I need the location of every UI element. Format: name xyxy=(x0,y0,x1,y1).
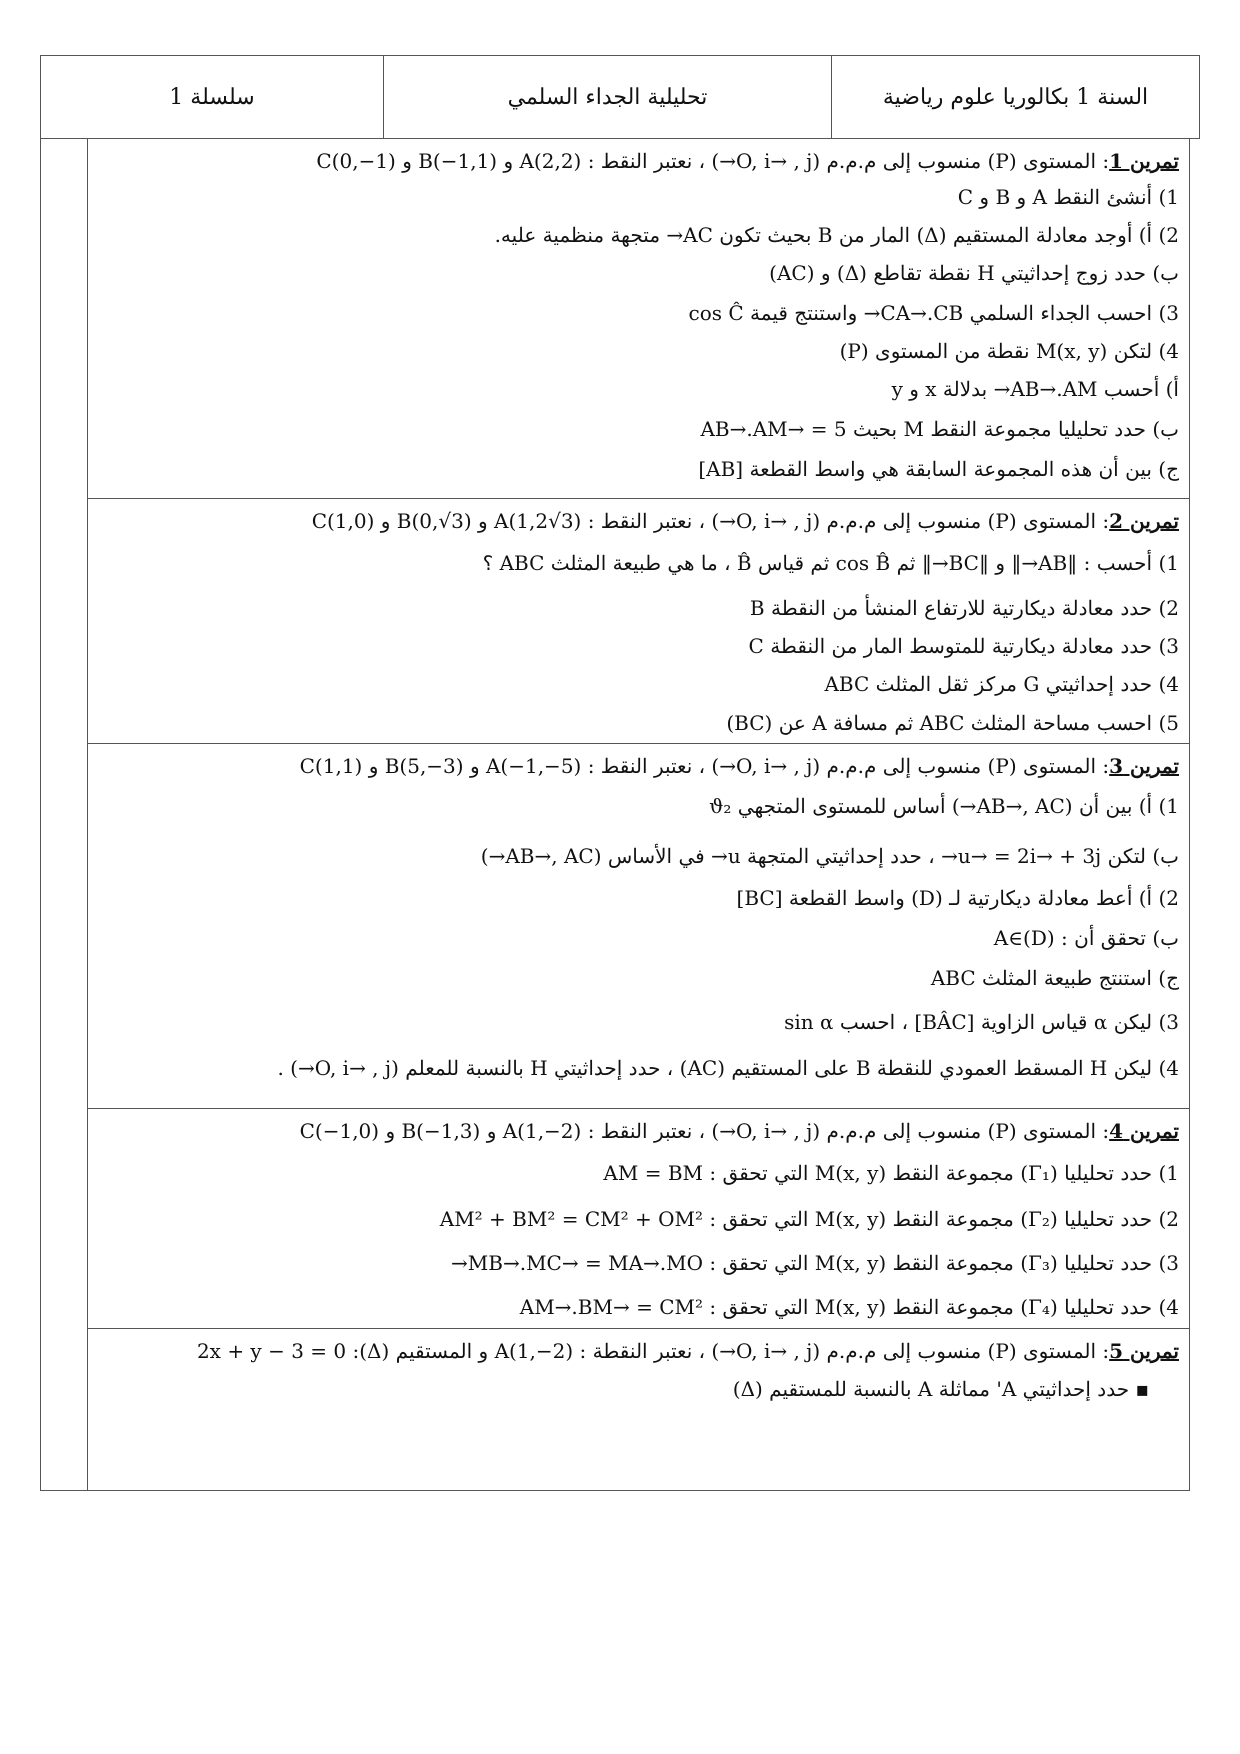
header-series: سلسلة 1 xyxy=(41,56,384,139)
exercise-2-line-1: 2) حدد معادلة ديكارتية للارتفاع المنشأ من النقطة B xyxy=(749,596,1179,620)
exercise-3-intro: : المستوى (P) منسوب إلى م.م.م (O, i→ , j→) ، نعتبر النقط : A(−1,−5) و B(5,−3) و C(1,1) xyxy=(299,754,1110,778)
exercise-3-header xyxy=(98,752,1179,780)
exercise-4-header xyxy=(98,1117,1179,1145)
exercise-4 xyxy=(88,1109,1189,1329)
exercise-1-line-1: 1) أنشئ النقط A و B و C xyxy=(957,185,1179,209)
exercise-4-line-3: 4) حدد تحليليا (Γ₄) مجموعة النقط M(x, y) التي تحقق : AM→.BM→ = CM² xyxy=(519,1295,1179,1319)
exercise-1-line-6: أ) أحسب AB→.AM→ بدلالة x و y xyxy=(891,377,1179,401)
exercise-4-line-0: 1) حدد تحليليا (Γ₁) مجموعة النقط M(x, y) التي تحقق : AM = BM xyxy=(603,1161,1179,1185)
exercise-3-line-1: ب) لتكن u→ = 2i→ + 3j→ ، حدد إحداثيتي المتجهة u→ في الأساس (AB→, AC→) xyxy=(480,844,1179,868)
exercise-4-intro: : المستوى (P) منسوب إلى م.م.م (O, i→ , j→) ، نعتبر النقط : A(1,−2) و B(−1,3) و C(−1,0) xyxy=(299,1119,1110,1143)
exercise-5-intro: : المستوى (P) منسوب إلى م.م.م (O, i→ , j→) ، نعتبر النقطة : A(1,−2) و المستقيم (Δ): 2x + y − 3 = 0 xyxy=(196,1339,1110,1363)
exercise-1 xyxy=(88,139,1189,499)
exercise-2-intro: : المستوى (P) منسوب إلى م.م.م (O, i→ , j→) ، نعتبر النقط : A(1,2√3) و B(0,√3) و C(1,0) xyxy=(311,509,1110,533)
header-level: السنة 1 بكالوريا علوم رياضية xyxy=(832,56,1200,139)
exercise-3-line-5: 3) ليكن α قياس الزاوية [BÂC] ، احسب sin α xyxy=(784,1010,1179,1034)
exercise-2-line-3: 4) حدد إحداثيتي G مركز ثقل المثلث ABC xyxy=(824,672,1179,696)
exercise-5-line-0: ▪ حدد إحداثيتي A' مماثلة A بالنسبة للمستقيم (Δ) xyxy=(732,1377,1149,1401)
margin-column xyxy=(41,139,88,1490)
exercise-5-header xyxy=(98,1337,1179,1365)
exercise-3-line-6: 4) ليكن H المسقط العمودي للنقطة B على المستقيم (AC) ، حدد إحداثيتي H بالنسبة للمعلم (O, i→ , j→) . xyxy=(277,1056,1179,1080)
exercise-3-line-4: ج) استنتج طبيعة المثلث ABC xyxy=(930,966,1179,990)
exercise-1-line-2: 2) أ) أوجد معادلة المستقيم (Δ) المار من B بحيث تكون AC→ متجهة منظمية عليه. xyxy=(494,223,1179,247)
exercise-4-line-2: 3) حدد تحليليا (Γ₃) مجموعة النقط M(x, y) التي تحقق : MB→.MC→ = MA→.MO→ xyxy=(451,1251,1179,1275)
exercise-3-title: تمرين 3 xyxy=(1109,754,1179,778)
exercise-5 xyxy=(88,1329,1189,1491)
header-topic: تحليلية الجداء السلمي xyxy=(384,56,832,139)
header-table xyxy=(40,55,1200,139)
exercises-body xyxy=(40,139,1190,1491)
exercise-4-line-1: 2) حدد تحليليا (Γ₂) مجموعة النقط M(x, y) التي تحقق : AM² + BM² = CM² + OM² xyxy=(439,1207,1179,1231)
exercise-2-line-2: 3) حدد معادلة ديكارتية للمتوسط المار من النقطة C xyxy=(748,634,1179,658)
exercise-2-line-0: 1) أحسب : ‖AB→‖ و ‖BC→‖ ثم cos B̂ ثم قياس B̂ ، ما هي طبيعة المثلث ABC ؟ xyxy=(482,551,1179,575)
exercise-1-line-7: ب) حدد تحليليا مجموعة النقط M بحيث AB→.AM→ = 5 xyxy=(700,417,1179,441)
exercise-3-line-2: 2) أ) أعط معادلة ديكارتية لـ (D) واسط القطعة [BC] xyxy=(736,886,1179,910)
exercise-1-title: تمرين 1 xyxy=(1109,149,1179,173)
exercise-1-header xyxy=(98,147,1179,175)
exercise-3-line-0: 1) أ) بين أن (AB→, AC→) أساس للمستوى المتجهي ϑ₂ xyxy=(709,794,1179,818)
exercise-1-line-5: 4) لتكن M(x, y) نقطة من المستوى (P) xyxy=(839,339,1179,363)
exercise-2-line-4: 5) احسب مساحة المثلث ABC ثم مسافة A عن (BC) xyxy=(726,711,1179,735)
exercise-5-title: تمرين 5 xyxy=(1109,1339,1179,1363)
exercise-1-line-3: ب) حدد زوج إحداثيتي H نقطة تقاطع (Δ) و (AC) xyxy=(769,261,1179,285)
exercise-3-line-3: ب) تحقق أن : A∈(D) xyxy=(993,926,1179,950)
exercise-4-title: تمرين 4 xyxy=(1109,1119,1179,1143)
exercise-1-line-4: 3) احسب الجداء السلمي CA→.CB→ واستنتج قيمة cos Ĉ xyxy=(688,301,1179,325)
exercise-3 xyxy=(88,744,1189,1109)
exercise-1-intro: : المستوى (P) منسوب إلى م.م.م (O, i→ , j→) ، نعتبر النقط : A(2,2) و B(−1,1) و C(0,−1) xyxy=(316,149,1110,173)
exercise-1-line-8: ج) بين أن هذه المجموعة السابقة هي واسط القطعة [AB] xyxy=(698,457,1179,481)
exercise-2-header xyxy=(98,507,1179,535)
worksheet xyxy=(40,55,1190,1491)
exercise-2-title: تمرين 2 xyxy=(1109,509,1179,533)
exercise-2 xyxy=(88,499,1189,744)
